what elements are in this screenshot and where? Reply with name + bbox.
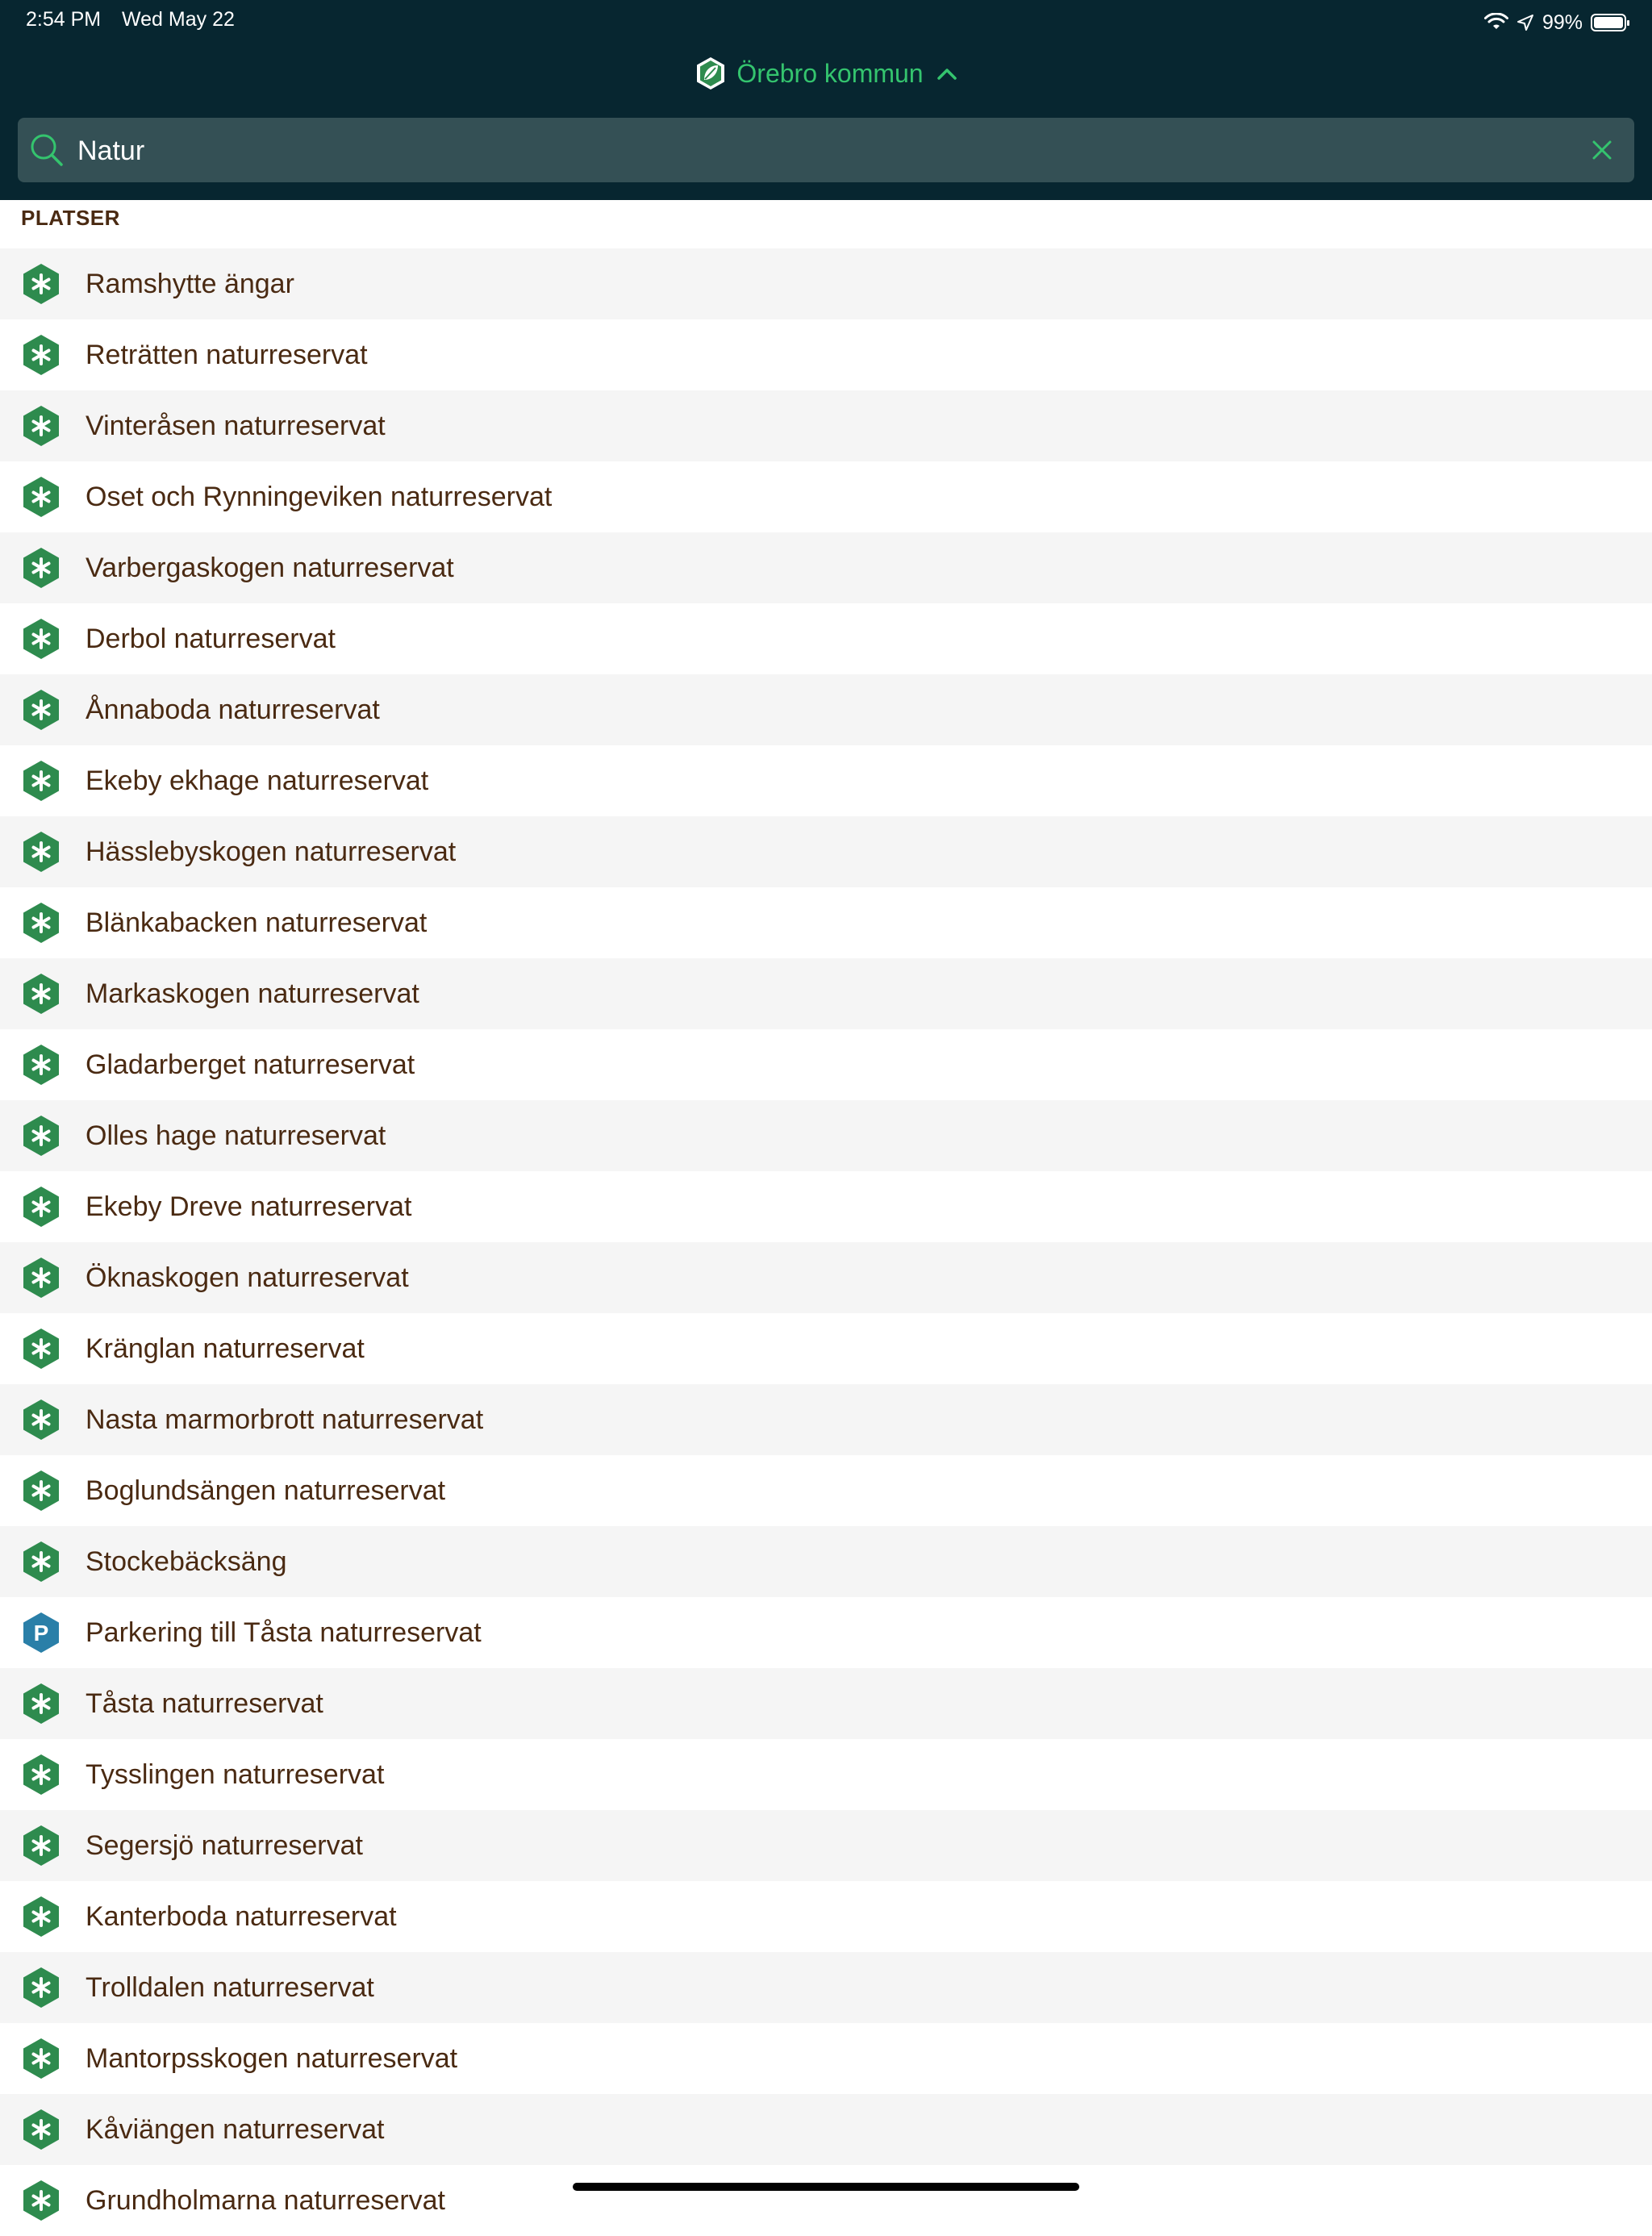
list-item[interactable] <box>0 1313 1652 1384</box>
list-item[interactable] <box>0 248 1652 319</box>
nature-reserve-icon <box>19 546 63 590</box>
list-item-label: Mantorpsskogen naturreservat <box>86 2043 458 2074</box>
nature-reserve-icon <box>19 1043 63 1087</box>
list-item-label: Nasta marmorbrott naturreservat <box>86 1404 484 1435</box>
list-item[interactable] <box>0 603 1652 674</box>
chevron-up-icon <box>937 66 957 81</box>
list-item-label: Ekeby ekhage naturreservat <box>86 765 429 796</box>
header-title: Örebro kommun <box>736 58 924 88</box>
search-bar <box>18 118 1634 182</box>
nature-reserve-icon <box>19 404 63 448</box>
list-item-label: Boglundsängen naturreservat <box>86 1475 446 1506</box>
nature-reserve-icon <box>19 1753 63 1796</box>
nature-reserve-icon <box>19 1327 63 1370</box>
list-item-label: Grundholmarna naturreservat <box>86 2185 446 2216</box>
nature-reserve-icon <box>19 475 63 519</box>
list-item[interactable] <box>0 2094 1652 2165</box>
list-item-label: Blänkabacken naturreservat <box>86 907 428 938</box>
list-item[interactable] <box>0 1384 1652 1455</box>
nature-reserve-icon <box>19 1540 63 1583</box>
parking-icon <box>19 1611 63 1654</box>
list-item-label: Tåsta naturreservat <box>86 1688 323 1719</box>
nature-reserve-icon <box>19 333 63 377</box>
list-item-label: Kränglan naturreservat <box>86 1333 365 1364</box>
list-item[interactable] <box>0 1455 1652 1526</box>
status-right <box>1484 6 1626 39</box>
hexagon-leaf-logo-icon <box>695 56 727 91</box>
list-item[interactable] <box>0 1952 1652 2023</box>
location-arrow-icon <box>1516 14 1534 31</box>
nature-reserve-icon <box>19 1114 63 1158</box>
wifi-icon <box>1484 13 1508 32</box>
list-item[interactable] <box>0 1881 1652 1952</box>
nature-reserve-icon <box>19 2108 63 2151</box>
search-input[interactable] <box>76 126 1563 176</box>
list-item-label: Gladarberget naturreservat <box>86 1049 415 1080</box>
nature-reserve-icon <box>19 2179 63 2222</box>
nature-reserve-icon <box>19 1682 63 1725</box>
battery-fill <box>1594 17 1623 28</box>
list-item[interactable] <box>0 887 1652 958</box>
nature-reserve-icon <box>19 1966 63 2009</box>
places-list <box>0 248 1652 2236</box>
list-item-label: Parkering till Tåsta naturreservat <box>86 1617 482 1648</box>
list-item[interactable] <box>0 1171 1652 1242</box>
list-item-label: Hässlebyskogen naturreservat <box>86 836 457 867</box>
list-item[interactable] <box>0 816 1652 887</box>
list-item[interactable] <box>0 390 1652 461</box>
list-item-label: Ånnaboda naturreservat <box>86 695 380 725</box>
list-item-label: Kåviängen naturreservat <box>86 2114 385 2145</box>
list-item[interactable] <box>0 1242 1652 1313</box>
list-item-label: Varbergaskogen naturreservat <box>86 553 454 583</box>
status-time: 2:54 PM <box>26 8 102 31</box>
top-bar <box>0 0 1652 200</box>
nature-reserve-icon <box>19 901 63 945</box>
list-item[interactable] <box>0 1810 1652 1881</box>
nature-reserve-icon <box>19 830 63 874</box>
nature-reserve-icon <box>19 688 63 732</box>
list-item-label: Stockebäcksäng <box>86 1546 287 1577</box>
list-item[interactable] <box>0 461 1652 532</box>
nature-reserve-icon <box>19 617 63 661</box>
section-header-platser: PLATSER <box>21 206 120 230</box>
list-item[interactable] <box>0 674 1652 745</box>
header-title-button[interactable] <box>0 53 1652 94</box>
nature-reserve-icon <box>19 1824 63 1867</box>
list-item[interactable] <box>0 2165 1652 2236</box>
svg-text:P: P <box>33 1621 49 1646</box>
battery-percent: 99% <box>1541 10 1583 34</box>
list-item-label: Trolldalen naturreservat <box>86 1972 374 2003</box>
close-icon[interactable] <box>1589 137 1615 163</box>
list-item-label: Olles hage naturreservat <box>86 1120 386 1151</box>
status-bar <box>0 6 1652 39</box>
list-item[interactable] <box>0 1739 1652 1810</box>
nature-reserve-icon <box>19 262 63 306</box>
nature-reserve-icon <box>19 1256 63 1299</box>
list-item-label: Öknaskogen naturreservat <box>86 1262 409 1293</box>
nature-reserve-icon <box>19 1185 63 1229</box>
home-indicator[interactable] <box>573 2183 1079 2191</box>
list-item-label: Reträtten naturreservat <box>86 340 368 370</box>
list-item[interactable] <box>0 1029 1652 1100</box>
list-item[interactable] <box>0 1597 1652 1668</box>
list-item-label: Ramshytte ängar <box>86 269 294 299</box>
list-item[interactable] <box>0 532 1652 603</box>
nature-reserve-icon <box>19 972 63 1016</box>
list-item-label: Segersjö naturreservat <box>86 1830 363 1861</box>
list-item[interactable] <box>0 1668 1652 1739</box>
list-item-label: Markaskogen naturreservat <box>86 978 419 1009</box>
list-item[interactable] <box>0 958 1652 1029</box>
list-item-label: Kanterboda naturreservat <box>86 1901 397 1932</box>
list-item-label: Tysslingen naturreservat <box>86 1759 385 1790</box>
list-item[interactable] <box>0 1526 1652 1597</box>
search-icon <box>29 132 65 168</box>
nature-reserve-icon <box>19 759 63 803</box>
nature-reserve-icon <box>19 2037 63 2080</box>
list-item[interactable] <box>0 1100 1652 1171</box>
list-item-label: Ekeby Dreve naturreservat <box>86 1191 412 1222</box>
list-item-label: Oset och Rynningeviken naturreservat <box>86 482 553 512</box>
nature-reserve-icon <box>19 1398 63 1441</box>
nature-reserve-icon <box>19 1469 63 1512</box>
status-date: Wed May 22 <box>122 8 235 31</box>
list-item[interactable] <box>0 745 1652 816</box>
list-item-label: Vinteråsen naturreservat <box>86 411 386 441</box>
list-item-label: Derbol naturreservat <box>86 624 336 654</box>
list-item[interactable] <box>0 2023 1652 2094</box>
nature-reserve-icon <box>19 1895 63 1938</box>
battery-icon <box>1591 14 1626 31</box>
list-item[interactable] <box>0 319 1652 390</box>
